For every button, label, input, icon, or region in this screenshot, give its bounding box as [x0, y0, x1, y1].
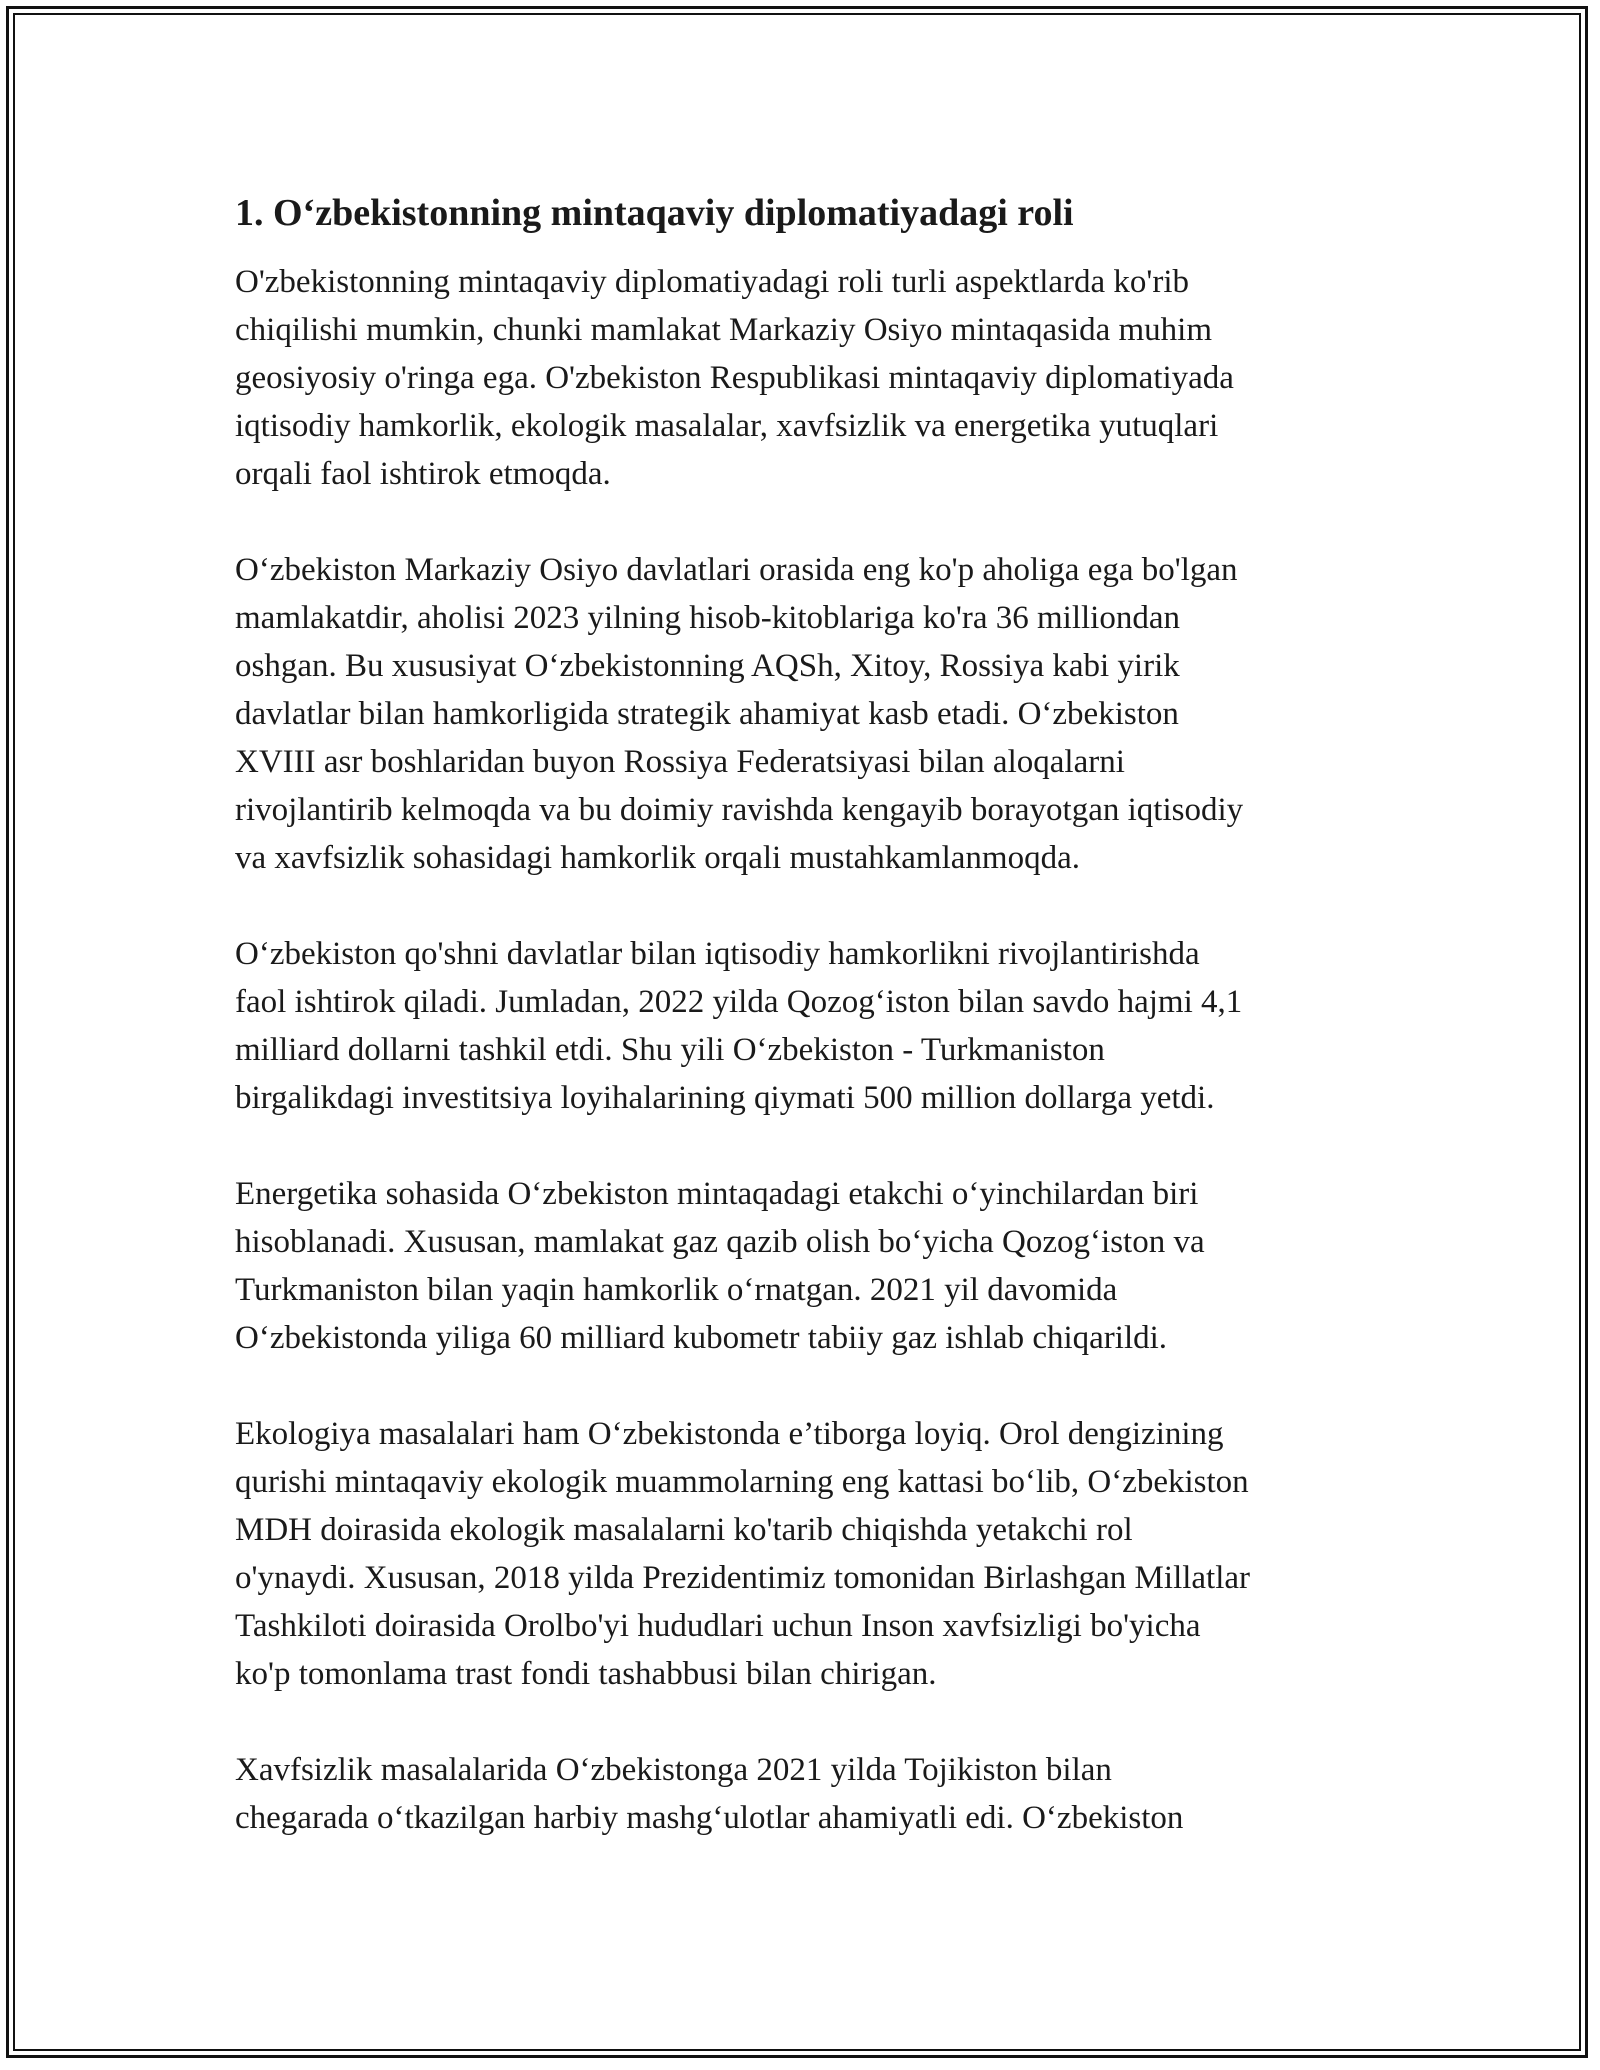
- text-line: Turkmaniston bilan yaqin hamkorlik o‘rnatgan. 2021 yil davomida: [235, 1272, 1118, 1308]
- text-line: iqtisodiy hamkorlik, ekologik masalalar, xavfsizlik va energetika yutuqlari: [235, 408, 1219, 444]
- paragraph-security: [235, 1746, 1375, 1842]
- text-line: Xavfsizlik masalalarida O‘zbekistonga 2021 yilda Tojikiston bilan: [235, 1752, 1112, 1788]
- text-line: qurishi mintaqaviy ekologik muammolarning eng kattasi bo‘lib, O‘zbekiston: [235, 1464, 1249, 1500]
- paragraph-economic-cooperation: [235, 930, 1375, 1122]
- text-line: orqali faol ishtirok etmoqda.: [235, 456, 611, 492]
- text-line: Tashkiloti doirasida Orolbo'yi hududlari uchun Inson xavfsizligi bo'yicha: [235, 1608, 1201, 1644]
- text-line: rivojlantirib kelmoqda va bu doimiy ravishda kengayib borayotgan iqtisodiy: [235, 792, 1244, 828]
- paragraph-population: [235, 546, 1375, 882]
- text-line: MDH doirasida ekologik masalalarni ko'tarib chiqishda yetakchi rol: [235, 1512, 1133, 1548]
- paragraph-ecology: [235, 1410, 1375, 1698]
- text-line: O‘zbekiston Markaziy Osiyo davlatlari orasida eng ko'p aholiga ega bo'lgan: [235, 552, 1238, 588]
- document-body: [235, 188, 1375, 1890]
- text-line: chegarada o‘tkazilgan harbiy mashg‘ulotlar ahamiyatli edi. O‘zbekiston: [235, 1800, 1184, 1836]
- text-line: O‘zbekistonda yiliga 60 milliard kubometr tabiiy gaz ishlab chiqarildi.: [235, 1320, 1168, 1356]
- section-heading: 1. O‘zbekistonning mintaqaviy diplomatiyadagi roli: [235, 192, 1074, 234]
- text-line: o'ynaydi. Xususan, 2018 yilda Prezidentimiz tomonidan Birlashgan Millatlar: [235, 1560, 1251, 1596]
- paragraph-energy: [235, 1170, 1375, 1362]
- text-line: XVIII asr boshlaridan buyon Rossiya Federatsiyasi bilan aloqalarni: [235, 744, 1125, 780]
- text-line: Energetika sohasida O‘zbekiston mintaqadagi etakchi o‘yinchilardan biri: [235, 1176, 1199, 1212]
- text-line: va xavfsizlik sohasidagi hamkorlik orqali mustahkamlanmoqda.: [235, 840, 1080, 876]
- text-line: chiqilishi mumkin, chunki mamlakat Markaziy Osiyo mintaqasida muhim: [235, 312, 1213, 348]
- text-line: davlatlar bilan hamkorligida strategik ahamiyat kasb etadi. O‘zbekiston: [235, 696, 1179, 732]
- text-line: birgalikdagi investitsiya loyihalarining qiymati 500 million dollarga yetdi.: [235, 1080, 1215, 1116]
- text-line: geosiyosiy o'ringa ega. O'zbekiston Respublikasi mintaqaviy diplomatiyada: [235, 360, 1234, 396]
- text-line: O‘zbekiston qo'shni davlatlar bilan iqtisodiy hamkorlikni rivojlantirishda: [235, 936, 1200, 972]
- text-line: ko'p tomonlama trast fondi tashabbusi bilan chirigan.: [235, 1656, 937, 1692]
- text-line: oshgan. Bu xususiyat O‘zbekistonning AQSh, Xitoy, Rossiya kabi yirik: [235, 648, 1180, 684]
- text-line: milliard dollarni tashkil etdi. Shu yili O‘zbekiston - Turkmaniston: [235, 1032, 1105, 1068]
- text-line: O'zbekistonning mintaqaviy diplomatiyadagi roli turli aspektlarda ko'rib: [235, 264, 1190, 300]
- text-line: hisoblanadi. Xususan, mamlakat gaz qazib olish bo‘yicha Qozog‘iston va: [235, 1224, 1205, 1260]
- paragraph-intro: [235, 258, 1375, 498]
- text-line: faol ishtirok qiladi. Jumladan, 2022 yilda Qozog‘iston bilan savdo hajmi 4,1: [235, 984, 1243, 1020]
- text-line: Ekologiya masalalari ham O‘zbekistonda e’tiborga loyiq. Orol dengizining: [235, 1416, 1224, 1452]
- text-line: mamlakatdir, aholisi 2023 yilning hisob-kitoblariga ko'ra 36 milliondan: [235, 600, 1180, 636]
